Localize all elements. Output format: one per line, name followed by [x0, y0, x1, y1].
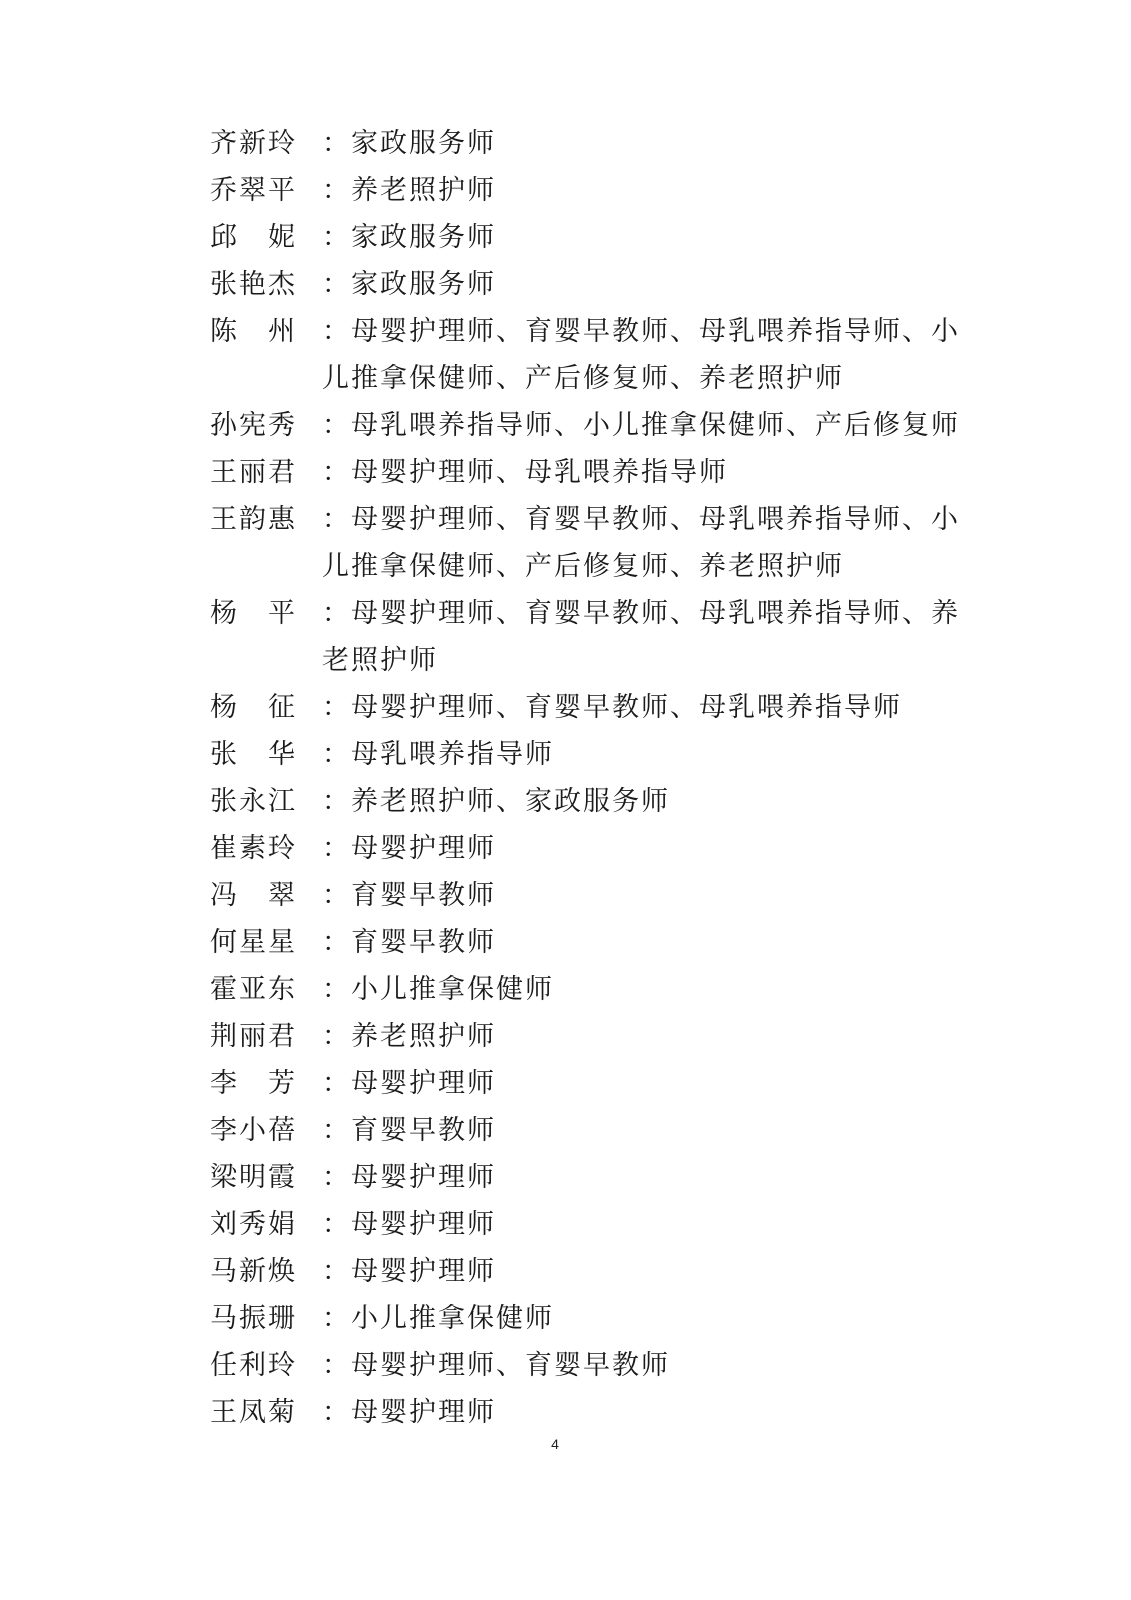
person-name: 张艳杰	[210, 269, 297, 300]
person-name: 张 华	[210, 739, 297, 770]
qualification-text: 母婴护理师	[351, 833, 496, 864]
separator: ：	[322, 504, 351, 535]
person-name: 杨 平	[210, 598, 297, 629]
qualification-text: 母乳喂养指导师	[351, 739, 554, 770]
person-name: 梁明霞	[210, 1162, 297, 1193]
qualifications	[322, 308, 970, 402]
person-name: 王丽君	[210, 457, 297, 488]
list-item	[210, 402, 970, 449]
list-item	[210, 261, 970, 308]
qualification-text: 家政服务师	[351, 128, 496, 159]
qualifications	[322, 1248, 970, 1295]
list-item	[210, 1389, 970, 1436]
list-item	[210, 590, 970, 684]
person-name: 马振珊	[210, 1303, 297, 1334]
qualification-text: 小儿推拿保健师	[351, 974, 554, 1005]
qualifications	[322, 872, 970, 919]
person-name: 任利玲	[210, 1350, 297, 1381]
list-item	[210, 919, 970, 966]
qualifications	[322, 1154, 970, 1201]
qualification-text: 母婴护理师、母乳喂养指导师	[351, 457, 728, 488]
qualifications	[322, 1201, 970, 1248]
qualification-text: 母婴护理师	[351, 1162, 496, 1193]
person-name: 崔素玲	[210, 833, 297, 864]
qualifications	[322, 167, 970, 214]
person-name: 王韵惠	[210, 504, 297, 535]
separator: ：	[322, 880, 351, 911]
qualification-text: 母婴护理师	[351, 1209, 496, 1240]
separator: ：	[322, 974, 351, 1005]
list-item	[210, 1154, 970, 1201]
qualification-text: 养老照护师	[351, 175, 496, 206]
list-item	[210, 731, 970, 778]
list-item	[210, 1295, 970, 1342]
qualification-text: 母乳喂养指导师、小儿推拿保健师、产后修复师	[351, 410, 960, 441]
qualifications	[322, 120, 970, 167]
person-name: 杨 征	[210, 692, 297, 723]
qualification-text: 育婴早教师	[351, 880, 496, 911]
list-item	[210, 214, 970, 261]
qualification-text: 母婴护理师、育婴早教师	[351, 1350, 670, 1381]
separator: ：	[322, 692, 351, 723]
qualification-text: 母婴护理师	[351, 1397, 496, 1428]
list-item	[210, 872, 970, 919]
qualifications	[322, 684, 970, 731]
qualifications	[322, 1107, 970, 1154]
qualification-text: 养老照护师、家政服务师	[351, 786, 670, 817]
separator: ：	[322, 1021, 351, 1052]
qualification-text: 母婴护理师	[351, 1068, 496, 1099]
list-item	[210, 1107, 970, 1154]
qualification-text: 母婴护理师、育婴早教师、母乳喂养指导师	[351, 692, 902, 723]
list-item	[210, 684, 970, 731]
list-item	[210, 496, 970, 590]
separator: ：	[322, 1256, 351, 1287]
qualification-text: 母婴护理师	[351, 1256, 496, 1287]
qualifications	[322, 402, 970, 449]
qualifications	[322, 1342, 970, 1389]
person-name: 刘秀娟	[210, 1209, 297, 1240]
separator: ：	[322, 410, 351, 441]
qualification-text: 家政服务师	[351, 222, 496, 253]
separator: ：	[322, 1115, 351, 1146]
separator: ：	[322, 598, 351, 629]
list-item	[210, 966, 970, 1013]
person-name: 冯 翠	[210, 880, 297, 911]
person-name: 李 芳	[210, 1068, 297, 1099]
person-name: 何星星	[210, 927, 297, 958]
list-item	[210, 167, 970, 214]
separator: ：	[322, 927, 351, 958]
qualifications	[322, 214, 970, 261]
separator: ：	[322, 739, 351, 770]
qualification-text: 养老照护师	[351, 1021, 496, 1052]
person-name: 陈 州	[210, 316, 297, 347]
list-item	[210, 449, 970, 496]
person-name: 李小蓓	[210, 1115, 297, 1146]
separator: ：	[322, 457, 351, 488]
qualifications	[322, 1295, 970, 1342]
list-item	[210, 1342, 970, 1389]
qualification-text: 母婴护理师、育婴早教师、母乳喂养指导师、小儿推拿保健师、产后修复师、养老照护师	[322, 504, 960, 582]
list-item	[210, 1013, 970, 1060]
person-name: 霍亚东	[210, 974, 297, 1005]
qualifications	[322, 1060, 970, 1107]
qualifications	[322, 496, 970, 590]
list-item	[210, 778, 970, 825]
person-name: 乔翠平	[210, 175, 297, 206]
page-number: 4	[551, 1436, 559, 1452]
separator: ：	[322, 222, 351, 253]
separator: ：	[322, 128, 351, 159]
qualifications	[322, 590, 970, 684]
qualification-text: 母婴护理师、育婴早教师、母乳喂养指导师、养老照护师	[322, 598, 960, 676]
person-name: 邱 妮	[210, 222, 297, 253]
separator: ：	[322, 1068, 351, 1099]
person-name: 孙宪秀	[210, 410, 297, 441]
qualifications	[322, 261, 970, 308]
separator: ：	[322, 1303, 351, 1334]
qualifications	[322, 825, 970, 872]
separator: ：	[322, 1209, 351, 1240]
list-item	[210, 1201, 970, 1248]
qualifications	[322, 1013, 970, 1060]
qualifications	[322, 1389, 970, 1436]
qualifications	[322, 731, 970, 778]
list-item	[210, 120, 970, 167]
person-name: 张永江	[210, 786, 297, 817]
person-name: 齐新玲	[210, 128, 297, 159]
list-item	[210, 1060, 970, 1107]
separator: ：	[322, 269, 351, 300]
separator: ：	[322, 1397, 351, 1428]
list-item	[210, 825, 970, 872]
qualification-text: 母婴护理师、育婴早教师、母乳喂养指导师、小儿推拿保健师、产后修复师、养老照护师	[322, 316, 960, 394]
qualifications	[322, 778, 970, 825]
qualification-text: 家政服务师	[351, 269, 496, 300]
separator: ：	[322, 175, 351, 206]
separator: ：	[322, 316, 351, 347]
list-item	[210, 1248, 970, 1295]
separator: ：	[322, 1350, 351, 1381]
separator: ：	[322, 786, 351, 817]
qualification-text: 育婴早教师	[351, 1115, 496, 1146]
list-item	[210, 308, 970, 402]
qualifications	[322, 966, 970, 1013]
qualification-text: 小儿推拿保健师	[351, 1303, 554, 1334]
separator: ：	[322, 1162, 351, 1193]
person-name: 王凤菊	[210, 1397, 297, 1428]
qualifications	[322, 919, 970, 966]
person-name: 马新焕	[210, 1256, 297, 1287]
separator: ：	[322, 833, 351, 864]
qualification-text: 育婴早教师	[351, 927, 496, 958]
qualification-list	[210, 120, 970, 1436]
qualifications	[322, 449, 970, 496]
person-name: 荆丽君	[210, 1021, 297, 1052]
